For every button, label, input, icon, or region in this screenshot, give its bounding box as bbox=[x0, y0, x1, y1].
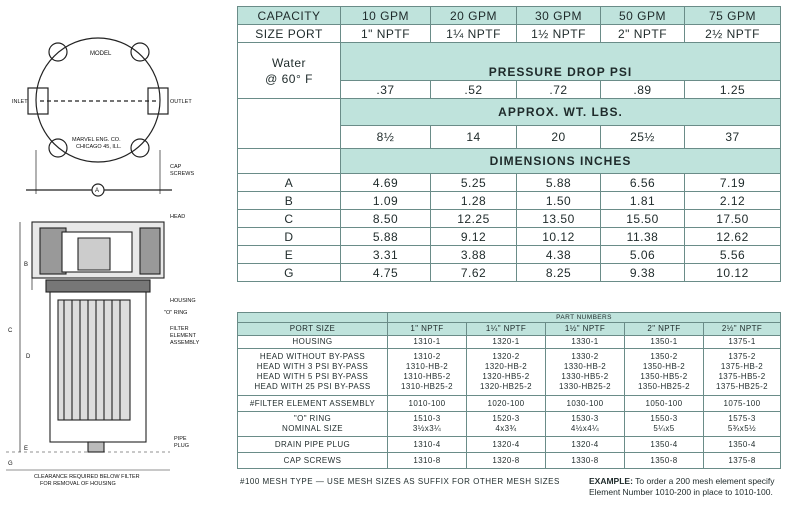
size-port-row bbox=[238, 25, 781, 43]
filter-element-cell: 1050-100 bbox=[625, 396, 704, 412]
pressure-cell: 1.25 bbox=[685, 81, 781, 99]
dimension-cell: 5.88 bbox=[341, 228, 431, 246]
capacity-row bbox=[238, 7, 781, 25]
housing-label: HOUSING bbox=[238, 336, 388, 349]
o-ring-cell: 1550-3 5¼x5 bbox=[625, 412, 704, 437]
capacity-cell: 20 GPM bbox=[431, 7, 517, 25]
dimension-cell: 5.56 bbox=[685, 246, 781, 264]
housing-cell: 1310-1 bbox=[388, 336, 467, 349]
dimension-row bbox=[238, 174, 781, 192]
dimension-cell: 10.12 bbox=[517, 228, 601, 246]
head-cell: 1375-2 1375-HB-2 1375-HB5-2 1375-HB25-2 bbox=[704, 349, 781, 396]
housing-row bbox=[238, 336, 781, 349]
head-label: HEAD WITH 25 PSI BY-PASS bbox=[254, 382, 371, 391]
top-view bbox=[26, 38, 172, 196]
dimension-row bbox=[238, 246, 781, 264]
pressure-cell: .72 bbox=[517, 81, 601, 99]
weight-cell: 25½ bbox=[601, 126, 685, 149]
pipe-plug-label1: PIPE bbox=[174, 436, 187, 442]
housing-cell: 1375-1 bbox=[704, 336, 781, 349]
outlet-label: OUTLET bbox=[170, 99, 192, 105]
dimension-cell: 10.12 bbox=[685, 264, 781, 282]
dimension-cell: 5.25 bbox=[431, 174, 517, 192]
pressure-spacer bbox=[341, 43, 781, 64]
dimension-cell: 17.50 bbox=[685, 210, 781, 228]
drain-plug-cell: 1350-4 bbox=[625, 437, 704, 453]
dimension-label: C bbox=[238, 210, 341, 228]
dimension-cell: 12.62 bbox=[685, 228, 781, 246]
capacity-cell: 50 GPM bbox=[601, 7, 685, 25]
dim-g-label: G bbox=[8, 461, 13, 467]
water-line2: @ 60° F bbox=[265, 71, 313, 86]
part-numbers-header-row bbox=[238, 313, 781, 323]
dimension-cell: 1.50 bbox=[517, 192, 601, 210]
filter-element-row bbox=[238, 396, 781, 412]
dimension-row bbox=[238, 264, 781, 282]
dimension-cell: 9.38 bbox=[601, 264, 685, 282]
dimension-cell: 1.81 bbox=[601, 192, 685, 210]
port-size-label: PORT SIZE bbox=[238, 323, 388, 336]
clearance-label2: FOR REMOVAL OF HOUSING bbox=[40, 481, 116, 487]
dimension-cell: 3.88 bbox=[431, 246, 517, 264]
order-example bbox=[589, 476, 794, 498]
pressure-cell: .89 bbox=[601, 81, 685, 99]
dim-c-label: C bbox=[8, 328, 13, 334]
dim-a-label: A bbox=[95, 188, 100, 194]
dimension-cell: 7.62 bbox=[431, 264, 517, 282]
inlet-label: INLET bbox=[12, 99, 28, 105]
drain-plug-row bbox=[238, 437, 781, 453]
port-size-cell: 1½" NPTF bbox=[546, 323, 625, 336]
dim-e-label: E bbox=[24, 446, 29, 452]
cap-screws-label1: CAP bbox=[170, 164, 182, 170]
size-port-cell: 2½ NPTF bbox=[685, 25, 781, 43]
cap-screws-cell: 1330-8 bbox=[546, 453, 625, 469]
dimension-cell: 8.25 bbox=[517, 264, 601, 282]
filter-technical-drawing bbox=[0, 0, 232, 511]
head-label: HEAD WITH 3 PSI BY-PASS bbox=[256, 362, 369, 371]
o-ring-row bbox=[238, 412, 781, 437]
dimension-cell: 1.09 bbox=[341, 192, 431, 210]
water-condition bbox=[238, 43, 341, 99]
head-label: HEAD WITHOUT BY-PASS bbox=[259, 352, 366, 361]
cap-screws-cell: 1320-8 bbox=[467, 453, 546, 469]
dimension-label: D bbox=[238, 228, 341, 246]
pressure-cell: .37 bbox=[341, 81, 431, 99]
specifications-table bbox=[237, 6, 781, 282]
o-ring-labels bbox=[238, 412, 388, 437]
dimension-cell: 9.12 bbox=[431, 228, 517, 246]
head-cell: 1310-2 1310-HB-2 1310-HB5-2 1310-HB25-2 bbox=[388, 349, 467, 396]
head-cell: 1330-2 1330-HB-2 1330-HB5-2 1330-HB25-2 bbox=[546, 349, 625, 396]
example-text: To order a 200 mesh element specify Element Number 1010-200 in place to 1010-100. bbox=[589, 476, 775, 497]
port-size-cell: 1" NPTF bbox=[388, 323, 467, 336]
dimension-cell: 12.25 bbox=[431, 210, 517, 228]
port-size-cell: 2½" NPTF bbox=[704, 323, 781, 336]
dimension-row bbox=[238, 192, 781, 210]
housing-cell: 1330-1 bbox=[546, 336, 625, 349]
dimension-cell: 1.28 bbox=[431, 192, 517, 210]
dimensions-blank bbox=[238, 149, 341, 174]
drain-plug-cell: 1320-4 bbox=[467, 437, 546, 453]
part-numbers-table bbox=[237, 312, 781, 469]
dimension-label: B bbox=[238, 192, 341, 210]
dimension-cell: 6.56 bbox=[601, 174, 685, 192]
dimension-cell: 3.31 bbox=[341, 246, 431, 264]
dim-b-label: B bbox=[24, 262, 29, 268]
water-line1: Water bbox=[271, 55, 307, 70]
mesh-footnote: #100 MESH TYPE — USE MESH SIZES AS SUFFIX FOR OTHER MESH SIZES bbox=[240, 477, 560, 486]
dimension-cell: 5.88 bbox=[517, 174, 601, 192]
filter-label2: ELEMENT bbox=[170, 333, 196, 339]
dimension-cell: 4.38 bbox=[517, 246, 601, 264]
pressure-title: PRESSURE DROP PSI bbox=[341, 63, 781, 81]
dimension-cell: 4.75 bbox=[341, 264, 431, 282]
dimension-cell: 11.38 bbox=[601, 228, 685, 246]
maker-line2: CHICAGO 45, ILL. bbox=[76, 144, 122, 150]
dimension-label: G bbox=[238, 264, 341, 282]
cap-screws-label2: SCREWS bbox=[170, 171, 195, 177]
filter-element-label: #FILTER ELEMENT ASSEMBLY bbox=[238, 396, 388, 412]
pressure-cell: .52 bbox=[431, 81, 517, 99]
weight-cell: 37 bbox=[685, 126, 781, 149]
weight-title: APPROX. WT. LBS. bbox=[341, 99, 781, 126]
housing-cell: 1320-1 bbox=[467, 336, 546, 349]
dimension-row bbox=[238, 228, 781, 246]
size-port-cell: 1" NPTF bbox=[341, 25, 431, 43]
dimension-cell: 8.50 bbox=[341, 210, 431, 228]
o-ring-label: "O" RING bbox=[293, 414, 332, 423]
clearance-label1: CLEARANCE REQUIRED BELOW FILTER bbox=[34, 474, 140, 480]
cap-screws-cell: 1375-8 bbox=[704, 453, 781, 469]
head-labels bbox=[238, 349, 388, 396]
dimension-cell: 15.50 bbox=[601, 210, 685, 228]
filter-element-cell: 1075-100 bbox=[704, 396, 781, 412]
drain-plug-label: DRAIN PIPE PLUG bbox=[238, 437, 388, 453]
head-label: HEAD bbox=[170, 214, 186, 220]
drain-plug-cell: 1320-4 bbox=[546, 437, 625, 453]
example-label: EXAMPLE: bbox=[589, 476, 633, 486]
capacity-cell: 10 GPM bbox=[341, 7, 431, 25]
head-label: HEAD WITH 5 PSI BY-PASS bbox=[256, 372, 369, 381]
cap-screws-cell: 1310-8 bbox=[388, 453, 467, 469]
weight-cell: 14 bbox=[431, 126, 517, 149]
o-ring-label: "O" RING bbox=[164, 310, 188, 316]
nominal-size-label: NOMINAL SIZE bbox=[282, 424, 343, 433]
cap-screws-cell: 1350-8 bbox=[625, 453, 704, 469]
weight-cell: 8½ bbox=[341, 126, 431, 149]
head-cell: 1320-2 1320-HB-2 1320-HB5-2 1320-HB25-2 bbox=[467, 349, 546, 396]
filter-element-cell: 1010-100 bbox=[388, 396, 467, 412]
weight-cell: 20 bbox=[517, 126, 601, 149]
filter-element-cell: 1020-100 bbox=[467, 396, 546, 412]
dimension-cell: 7.19 bbox=[685, 174, 781, 192]
side-view bbox=[6, 222, 170, 470]
dimension-cell: 2.12 bbox=[685, 192, 781, 210]
o-ring-cell: 1530-3 4½x4¼ bbox=[546, 412, 625, 437]
dimension-cell: 4.69 bbox=[341, 174, 431, 192]
o-ring-cell: 1510-3 3½x3¼ bbox=[388, 412, 467, 437]
housing-label: HOUSING bbox=[170, 298, 196, 304]
housing-cell: 1350-1 bbox=[625, 336, 704, 349]
part-numbers-header: PART NUMBERS bbox=[388, 313, 781, 323]
size-port-cell: 1½ NPTF bbox=[517, 25, 601, 43]
port-size-row bbox=[238, 323, 781, 336]
o-ring-cell: 1520-3 4x3¾ bbox=[467, 412, 546, 437]
cap-screws-label: CAP SCREWS bbox=[238, 453, 388, 469]
part-numbers-blank bbox=[238, 313, 388, 323]
dim-d-label: D bbox=[26, 354, 31, 360]
drain-plug-cell: 1310-4 bbox=[388, 437, 467, 453]
pipe-plug-label2: PLUG bbox=[174, 443, 189, 449]
dimension-cell: 5.06 bbox=[601, 246, 685, 264]
filter-label3: ASSEMBLY bbox=[170, 340, 200, 346]
head-rows bbox=[238, 349, 781, 396]
capacity-label: CAPACITY bbox=[238, 7, 341, 25]
weight-blank bbox=[238, 99, 341, 149]
port-size-cell: 1¼" NPTF bbox=[467, 323, 546, 336]
filter-label1: FILTER bbox=[170, 326, 189, 332]
dimension-cell: 13.50 bbox=[517, 210, 601, 228]
dimensions-title-row bbox=[238, 149, 781, 174]
dimension-label: A bbox=[238, 174, 341, 192]
port-size-cell: 2" NPTF bbox=[625, 323, 704, 336]
cap-screws-row bbox=[238, 453, 781, 469]
dimension-label: E bbox=[238, 246, 341, 264]
model-label: MODEL bbox=[90, 51, 112, 57]
size-port-cell: 1¼ NPTF bbox=[431, 25, 517, 43]
weight-title-row bbox=[238, 99, 781, 126]
drain-plug-cell: 1350-4 bbox=[704, 437, 781, 453]
size-port-cell: 2" NPTF bbox=[601, 25, 685, 43]
water-row-top bbox=[238, 43, 781, 64]
head-cell: 1350-2 1350-HB-2 1350-HB5-2 1350-HB25-2 bbox=[625, 349, 704, 396]
dimension-row bbox=[238, 210, 781, 228]
filter-element-cell: 1030-100 bbox=[546, 396, 625, 412]
maker-line1: MARVEL ENG. CO. bbox=[72, 137, 121, 143]
capacity-cell: 30 GPM bbox=[517, 7, 601, 25]
dimensions-title: DIMENSIONS INCHES bbox=[341, 149, 781, 174]
size-port-label: SIZE PORT bbox=[238, 25, 341, 43]
capacity-cell: 75 GPM bbox=[685, 7, 781, 25]
o-ring-cell: 1575-3 5¾x5½ bbox=[704, 412, 781, 437]
